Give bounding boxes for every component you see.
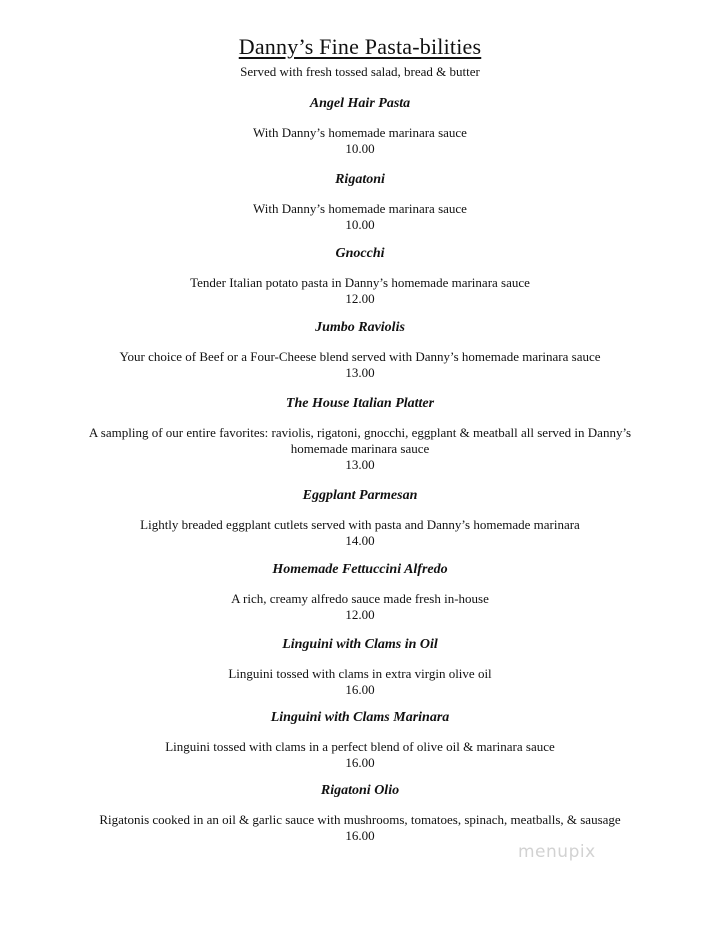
item-description: Rigatonis cooked in an oil & garlic sauce with mushrooms, tomatoes, spinach, meatballs, & sausage — [99, 812, 621, 827]
menu-item-house-italian-platter — [60, 395, 660, 473]
watermark-logo: menupix — [518, 842, 596, 862]
item-name: Rigatoni Olio — [320, 783, 400, 798]
item-description: Tender Italian potato pasta in Danny’s homemade marinara sauce — [190, 275, 530, 290]
item-description: Linguini tossed with clams in extra virgin olive oil — [228, 666, 492, 681]
item-description: Linguini tossed with clams in a perfect blend of olive oil & marinara sauce — [165, 739, 555, 754]
item-price: 10.00 — [345, 141, 375, 156]
item-name: Linguini with Clams in Oil — [282, 637, 438, 652]
item-name: Gnocchi — [335, 246, 385, 261]
item-description: A rich, creamy alfredo sauce made fresh in-house — [231, 591, 489, 606]
item-description: A sampling of our entire favorites: raviolis, rigatoni, gnocchi, eggplant & meatball all served in Danny’s homemade marinara sauce — [88, 425, 632, 456]
menu-item-rigatoni — [40, 171, 680, 233]
item-price: 12.00 — [345, 291, 375, 306]
menu-item-angel-hair-pasta — [40, 95, 680, 157]
menu-item-linguini-clams-oil — [40, 636, 680, 698]
menu-item-gnocchi — [40, 245, 680, 307]
menu-item-jumbo-raviolis — [40, 319, 680, 381]
item-description: Lightly breaded eggplant cutlets served with pasta and Danny’s homemade marinara — [140, 517, 580, 532]
menu-item-eggplant-parmesan — [40, 487, 680, 549]
menu-title: Danny’s Fine Pasta-bilities — [238, 34, 482, 59]
menu-item-fettuccini-alfredo — [40, 561, 680, 623]
menu-item-linguini-clams-marinara — [40, 709, 680, 771]
item-name: Angel Hair Pasta — [309, 96, 411, 111]
item-name: Eggplant Parmesan — [302, 488, 418, 503]
item-name: Rigatoni — [335, 172, 385, 187]
item-name: The House Italian Platter — [285, 396, 435, 411]
item-description: With Danny’s homemade marinara sauce — [253, 125, 467, 140]
item-price: 16.00 — [345, 828, 375, 843]
item-description: With Danny’s homemade marinara sauce — [253, 201, 467, 216]
menu-item-rigatoni-olio — [40, 782, 680, 844]
item-price: 16.00 — [345, 755, 375, 770]
item-price: 16.00 — [345, 682, 375, 697]
item-price: 14.00 — [345, 533, 375, 548]
item-name: Jumbo Raviolis — [315, 320, 405, 335]
menu-subtitle: Served with fresh tossed salad, bread & butter — [240, 64, 480, 79]
item-price: 12.00 — [345, 607, 375, 622]
item-price: 10.00 — [345, 217, 375, 232]
item-name: Homemade Fettuccini Alfredo — [272, 562, 448, 577]
item-price: 13.00 — [345, 365, 375, 380]
item-price: 13.00 — [345, 457, 375, 472]
item-description: Your choice of Beef or a Four-Cheese blend served with Danny’s homemade marinara sauce — [119, 349, 601, 364]
item-name: Linguini with Clams Marinara — [270, 710, 450, 725]
